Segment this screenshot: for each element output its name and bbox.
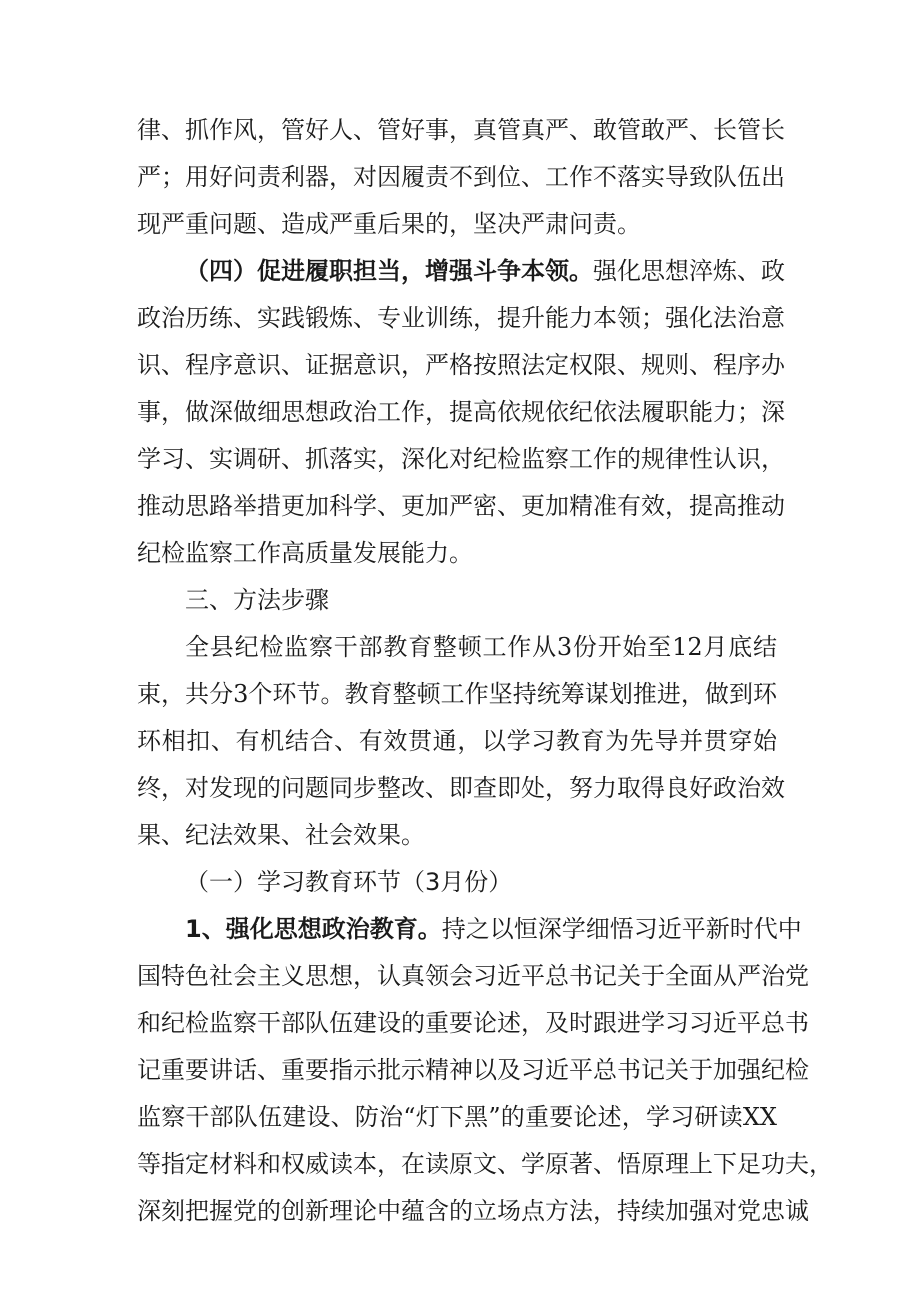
text-line: 终，对发现的问题同步整改、即查即处，努力取得良好政治效 — [137, 774, 785, 802]
item-one-heading: 1、强化思想政治教育。 — [185, 915, 442, 943]
text-line: 推动思路举措更加科学、更加严密、更加精准有效，提高推动 — [137, 492, 785, 520]
section-three-heading: 三、方法步骤 — [185, 586, 329, 614]
text-line: 监察干部队伍建设、防治“灯下黑”的重要论述，学习研读XX — [137, 1103, 777, 1131]
text-line: 政治历练、实践锻炼、专业训练，提升能力本领；强化法治意 — [137, 304, 785, 332]
item-one-paragraph-start — [137, 904, 802, 954]
text-line: 识、程序意识、证据意识，严格按照法定权限、规则、程序办 — [137, 351, 785, 379]
text-line: 全县纪检监察干部教育整顿工作从3份开始至12月底结 — [185, 633, 777, 661]
text-line: 现严重问题、造成严重后果的，坚决严肃问责。 — [137, 210, 641, 238]
text-line: 束，共分3个环节。教育整顿工作坚持统筹谋划推进，做到环 — [137, 680, 777, 708]
subsection-one-heading: （一）学习教育环节（3月份） — [185, 868, 513, 896]
section-four-paragraph-start — [137, 246, 785, 296]
text-line: 事，做深做细思想政治工作，提高依规依纪依法履职能力；深 — [137, 398, 785, 426]
item-one-text: 持之以恒深学细悟习近平新时代中 — [441, 915, 802, 943]
text-line: 国特色社会主义思想，认真领会习近平总书记关于全面从严治党 — [137, 962, 809, 990]
text-line: 学习、实调研、抓落实，深化对纪检监察工作的规律性认识， — [137, 445, 785, 473]
section-four-heading: （四）促进履职担当，增强斗争本领。 — [185, 257, 593, 285]
section-four-text: 强化思想淬炼、政 — [593, 257, 785, 285]
text-line: 环相扣、有机结合、有效贯通，以学习教育为先导并贯穿始 — [137, 727, 777, 755]
text-line: 果、纪法效果、社会效果。 — [137, 821, 425, 849]
text-line: 深刻把握党的创新理论中蕴含的立场点方法，持续加强对党忠诚 — [137, 1197, 809, 1225]
text-line: 律、抓作风，管好人、管好事，真管真严、敢管敢严、长管长 — [137, 116, 785, 144]
text-line: 等指定材料和权威读本，在读原文、学原著、悟原理上下足功夫， — [137, 1150, 833, 1178]
text-line: 记重要讲话、重要指示批示精神以及习近平总书记关于加强纪检 — [137, 1056, 809, 1084]
text-line: 严；用好问责利器，对因履责不到位、工作不落实导致队伍出 — [137, 163, 785, 191]
text-line: 和纪检监察干部队伍建设的重要论述，及时跟进学习习近平总书 — [137, 1009, 809, 1037]
text-line: 纪检监察工作高质量发展能力。 — [137, 539, 473, 567]
